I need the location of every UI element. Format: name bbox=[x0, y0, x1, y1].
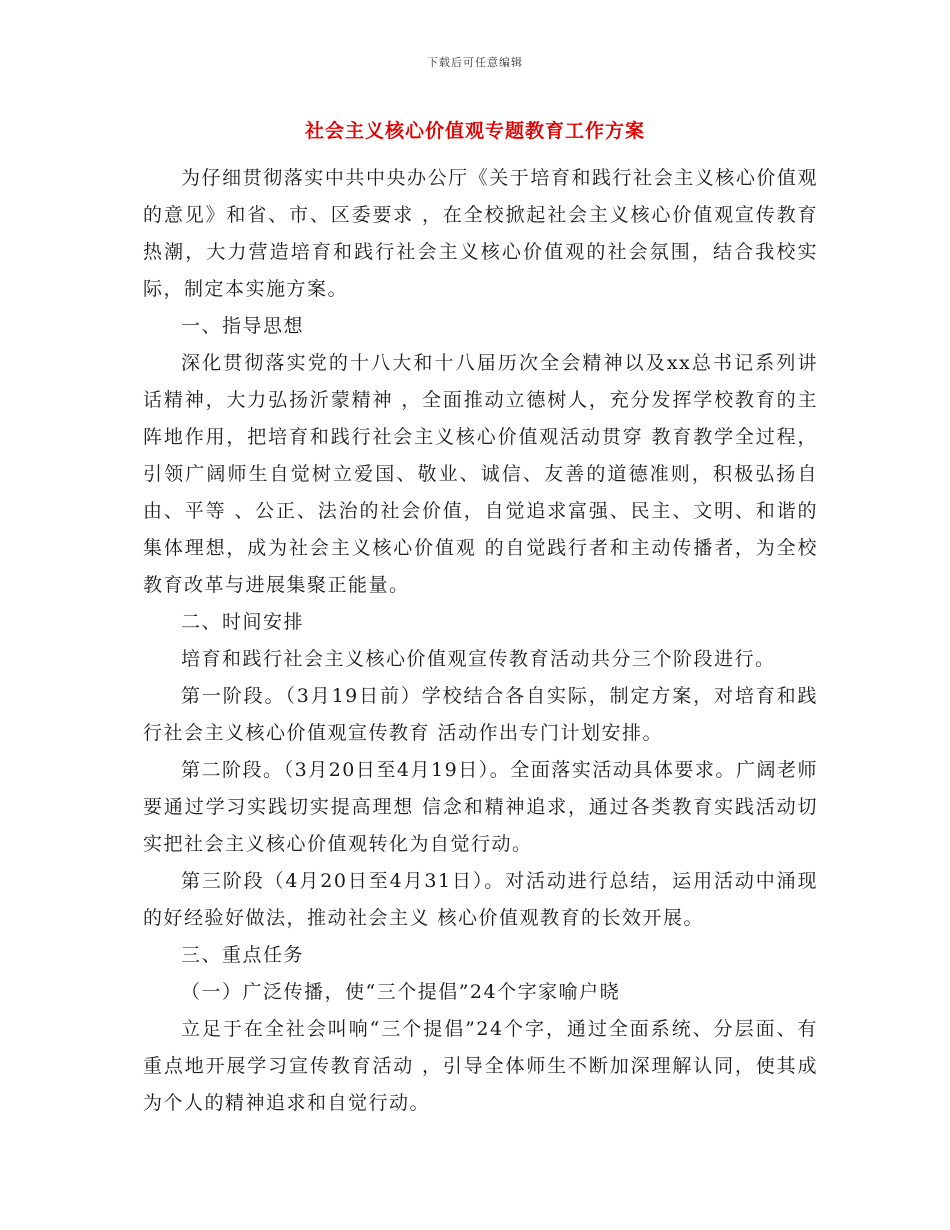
spread-paragraph: 立足于在全社会叫响“三个提倡”24个字，通过全面系统、分层面、有重点地开展学习宣传教育活动 ，引导全体师生不断加深理解认同，使其成为个人的精神追求和自觉行动。 bbox=[143, 1018, 818, 1114]
schedule-intro-paragraph: 培育和践行社会主义核心价值观宣传教育活动共分三个阶段进行。 bbox=[181, 648, 776, 670]
section-heading-schedule: 二、时间安排 bbox=[181, 611, 305, 633]
phase-three-paragraph: 第三阶段（4月20日至4月31日）。对活动进行总结，运用活动中涌现的好经验好做法，推动社会主义 核心价值观教育的长效开展。 bbox=[143, 870, 818, 929]
document-title: 社会主义核心价值观专题教育工作方案 bbox=[304, 120, 645, 142]
phase-one-paragraph: 第一阶段。（3月19日前）学校结合各自实际，制定方案，对培育和践行社会主义核心价值观宣传教育 活动作出专门计划安排。 bbox=[143, 685, 818, 744]
section-heading-key-tasks: 三、重点任务 bbox=[181, 944, 305, 966]
section-heading-guiding-thought: 一、指导思想 bbox=[181, 315, 305, 337]
header-note: 下载后可任意编辑 bbox=[427, 56, 523, 69]
guiding-thought-paragraph: 深化贯彻落实党的十八大和十八届历次全会精神以及xx总书记系列讲话精神，大力弘扬沂蒙精神 ，全面推动立德树人，充分发挥学校教育的主阵地作用，把培育和践行社会主义核心价值观活动贯穿 教育教学全过程，引领广阔师生自觉树立爱国、敬业、诚信、友善的道德准则，积极弘扬自由、平等 、公正、法治的社会价值，自觉追求富强、民主、文明、和谐的集体理想，成为社会主义核心价值观 的自觉践行者和主动传播者，为全校教育改革与进展集聚正能量。 bbox=[143, 352, 818, 596]
subsection-heading-spread: （一）广泛传播，使“三个提倡”24个字家喻户晓 bbox=[181, 981, 621, 1003]
intro-paragraph: 为仔细贯彻落实中共中央办公厅《关于培育和践行社会主义核心价值观的意见》和省、市、区委要求 ，在全校掀起社会主义核心价值观宣传教育热潮，大力营造培育和践行社会主义核心价值观的社会氛围，结合我校实际，制定本实施方案。 bbox=[143, 167, 818, 300]
document-body bbox=[143, 160, 818, 1122]
phase-two-paragraph: 第二阶段。（3月20日至4月19日）。全面落实活动具体要求。广阔老师要通过学习实践切实提高理想 信念和精神追求，通过各类教育实践活动切实把社会主义核心价值观转化为自觉行动。 bbox=[143, 759, 818, 855]
